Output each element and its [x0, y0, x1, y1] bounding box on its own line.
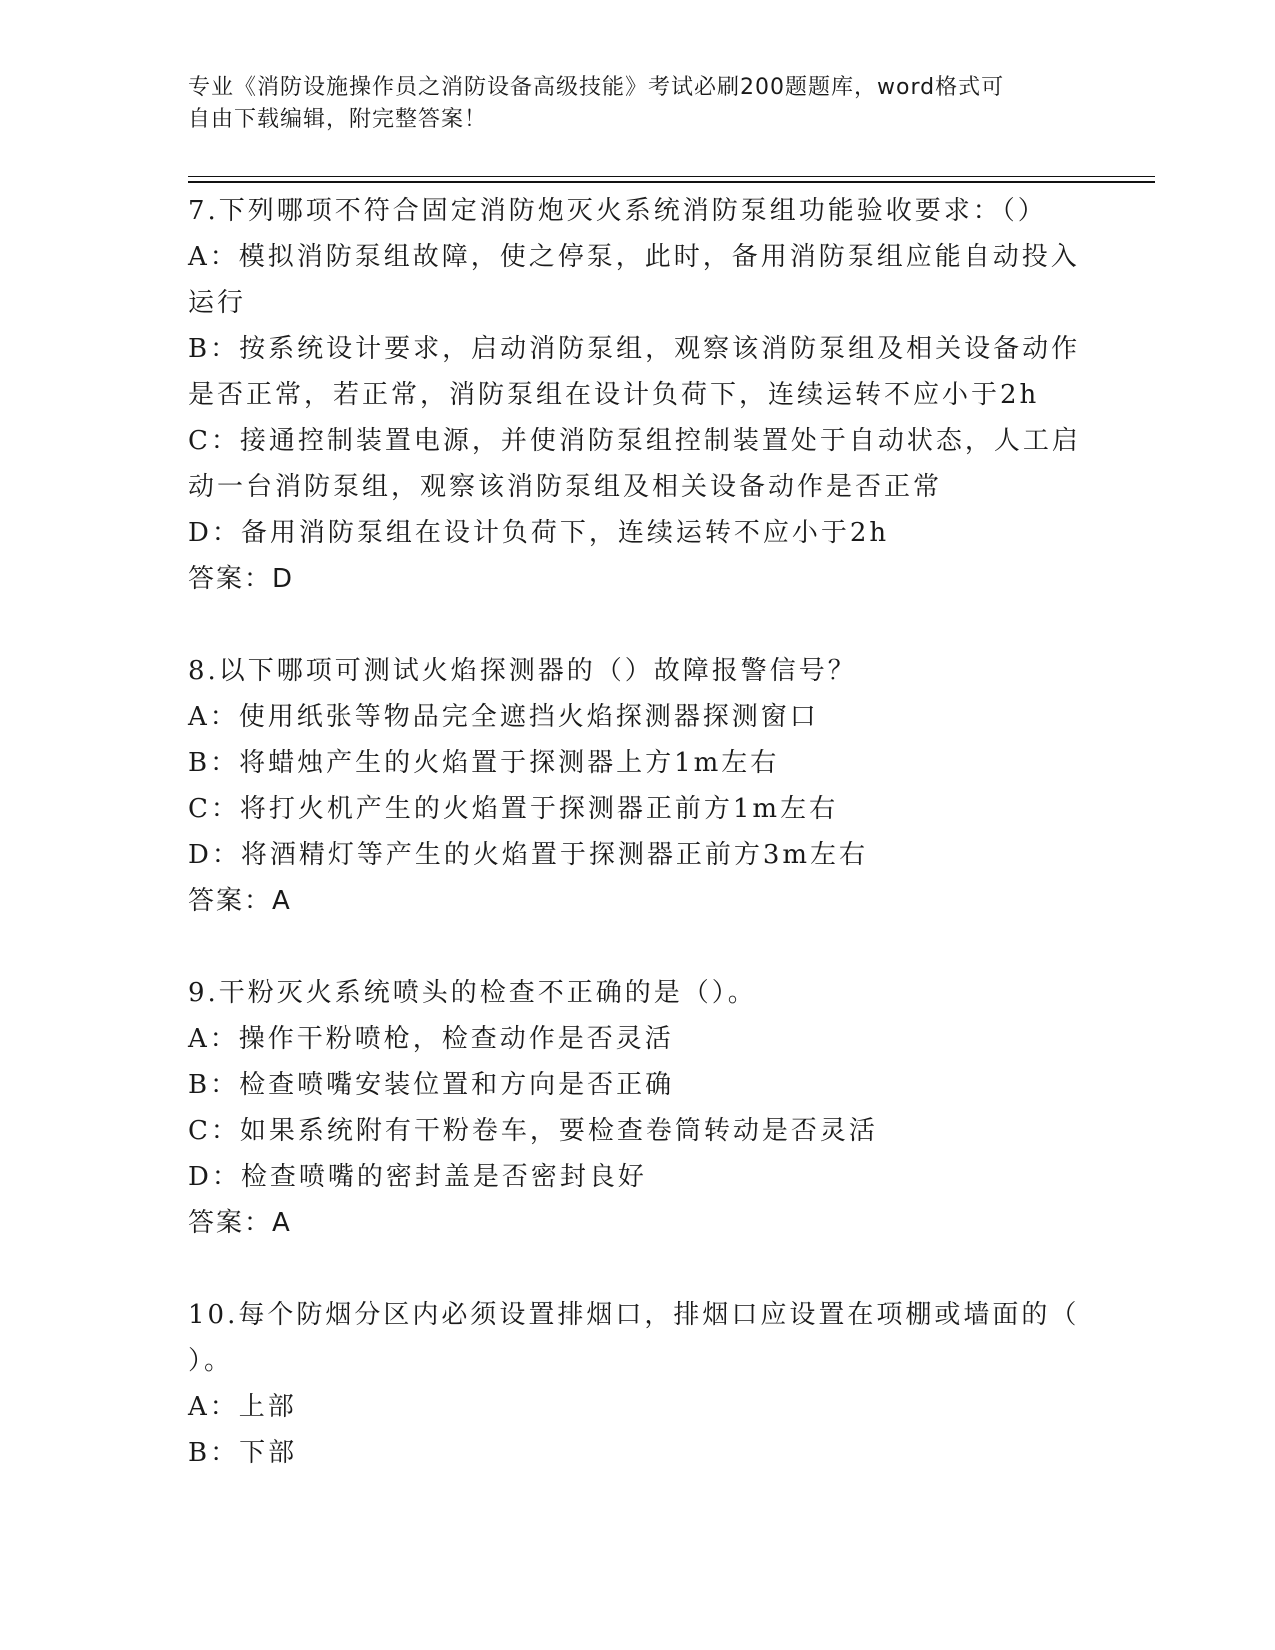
- option-b: B：下部: [188, 1438, 298, 1468]
- option-a-continued: 运行: [188, 288, 247, 318]
- question-stem: 9.干粉灭火系统喷头的检查不正确的是（）。: [188, 978, 757, 1008]
- option-c: C：如果系统附有干粉卷车，要检查卷筒转动是否灵活: [188, 1116, 878, 1146]
- answer-label: 答案：A: [188, 886, 292, 916]
- header-line-2: 自由下载编辑，附完整答案！: [188, 107, 488, 132]
- question-stem: 7.下列哪项不符合固定消防炮灭火系统消防泵组功能验收要求：（）: [188, 196, 1047, 226]
- option-a: A：模拟消防泵组故障，使之停泵，此时，备用消防泵组应能自动投入: [188, 242, 1080, 272]
- header-divider-thin: [188, 176, 1155, 177]
- option-c: C：将打火机产生的火焰置于探测器正前方1m左右: [188, 794, 839, 824]
- question-block: [188, 188, 1081, 602]
- header-divider-thick: [188, 181, 1155, 183]
- question-block: [188, 1292, 1080, 1476]
- question-block: [188, 648, 1068, 924]
- option-b-continued: 是否正常，若正常，消防泵组在设计负荷下，连续运转不应小于2h: [188, 380, 1040, 410]
- option-c-continued: 动一台消防泵组，观察该消防泵组及相关设备动作是否正常: [188, 472, 943, 502]
- document-header: [188, 72, 1088, 136]
- question-list: [188, 188, 1081, 1476]
- question-stem: 8.以下哪项可测试火焰探测器的（）故障报警信号？: [188, 656, 857, 686]
- option-a: A：操作干粉喷枪，检查动作是否灵活: [188, 1024, 674, 1054]
- option-b: B：检查喷嘴安装位置和方向是否正确: [188, 1070, 675, 1100]
- option-d: D：将酒精灯等产生的火焰置于探测器正前方3m左右: [188, 840, 869, 870]
- option-d: D：检查喷嘴的密封盖是否密封良好: [188, 1162, 647, 1192]
- question-block: [188, 970, 1068, 1246]
- option-b: B：按系统设计要求，启动消防泵组，观察该消防泵组及相关设备动作: [188, 334, 1081, 364]
- answer-label: 答案：D: [188, 564, 295, 594]
- question-stem: 10.每个防烟分区内必须设置排烟口，排烟口应设置在项棚或墙面的（: [188, 1300, 1080, 1330]
- option-b: B：将蜡烛产生的火焰置于探测器上方1m左右: [188, 748, 780, 778]
- option-c: C：接通控制装置电源，并使消防泵组控制装置处于自动状态，人工启: [188, 426, 1081, 456]
- option-d: D：备用消防泵组在设计负荷下，连续运转不应小于2h: [188, 518, 890, 548]
- question-stem-continued: ）。: [188, 1346, 234, 1376]
- answer-label: 答案：A: [188, 1208, 292, 1238]
- option-a: A：使用纸张等物品完全遮挡火焰探测器探测窗口: [188, 702, 819, 732]
- option-a: A：上部: [188, 1392, 297, 1422]
- header-line-1: 专业《消防设施操作员之消防设备高级技能》考试必刷200题题库，word格式可: [188, 75, 1005, 100]
